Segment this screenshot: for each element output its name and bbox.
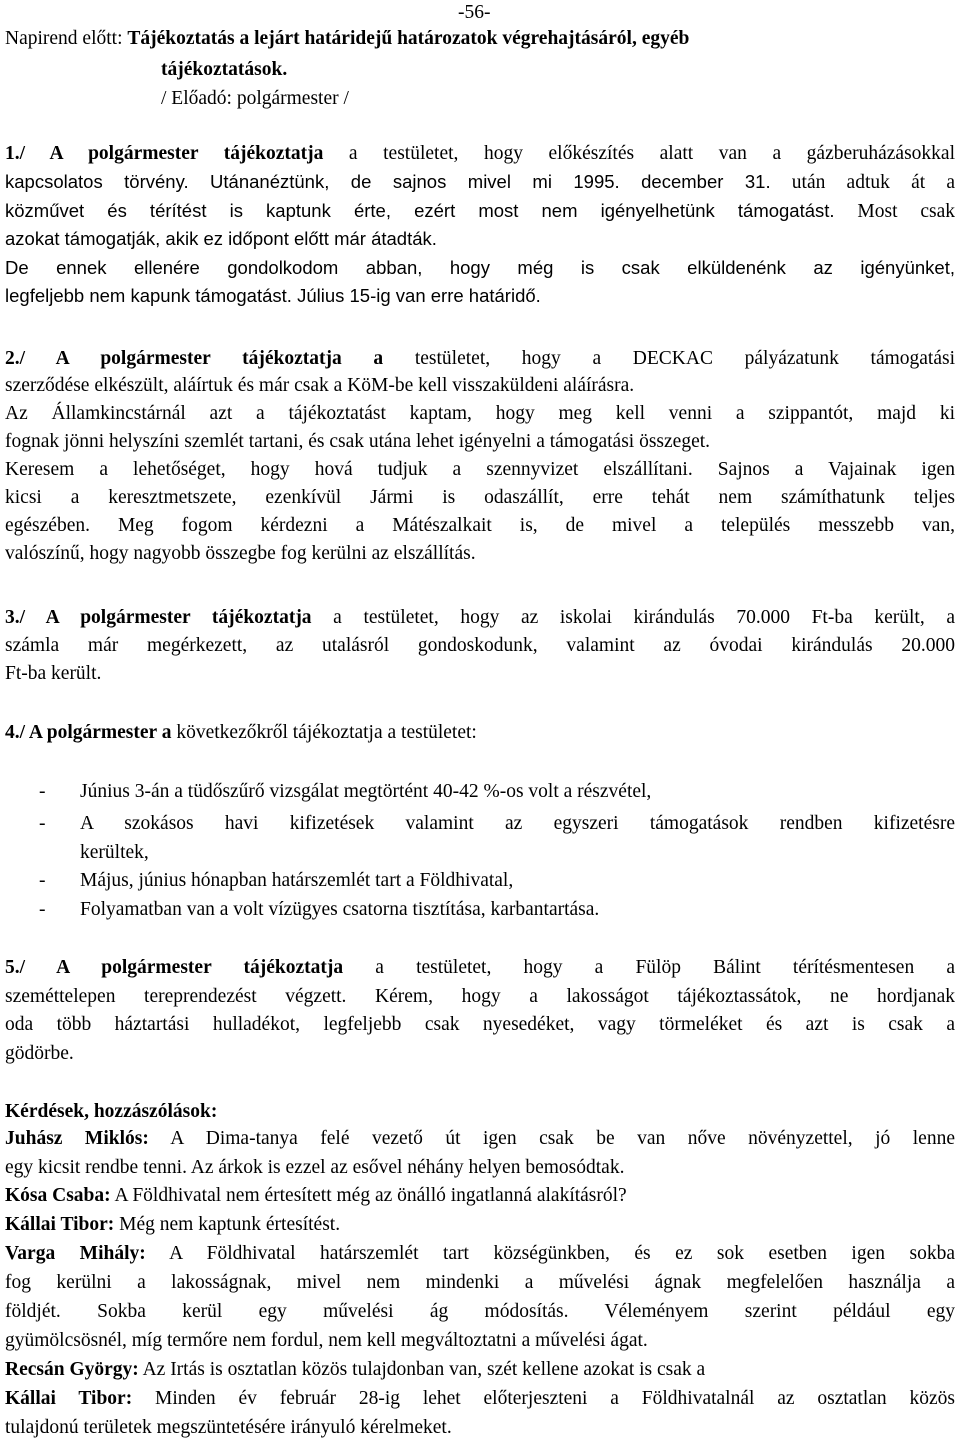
agenda-title: Tájékoztatás a lejárt határidejű határozatok végrehajtásáról, egyéb	[127, 28, 690, 49]
speaker-name: Kállai Tibor:	[5, 1214, 115, 1235]
item-4-heading: 4./ A polgármester a	[5, 722, 172, 743]
speaker-name: Kállai Tibor:	[5, 1388, 133, 1409]
item-5-line-3: oda több háztartási hulladékot, legfeljebb csak nyesedéket, vagy törmeléket és azt is csak a	[5, 1014, 955, 1035]
bullet-dash: -	[39, 899, 46, 920]
page-number: -56-	[458, 2, 491, 23]
comment-line: gyümölcsösnél, míg termőre nem fordul, nem kell megváltoztatni a művelési ágat.	[5, 1330, 648, 1351]
comment-line: egy kicsit rendbe tenni. Az árkok is ezzel az esővel néhány helyen bemosódtak.	[5, 1157, 625, 1178]
comment-line: fog kerülni a lakosságnak, mivel nem mindenki a művelési ágnak megfelelően használja a	[5, 1272, 955, 1293]
item-2-heading: 2./ A polgármester tájékoztatja a	[5, 348, 384, 369]
bullet-dash: -	[39, 781, 46, 802]
item-2-line-7: egészében. Meg fogom kérdezni a Mátészalkait is, de mivel a település messzebb van,	[5, 515, 955, 536]
item-2-line-5: Keresem a lehetőséget, hogy hová tudjuk a szennyvizet elszállítani. Sajnos a Vajainak igen	[5, 459, 955, 480]
list-item: Folyamatban van a volt vízügyes csatorna tisztítása, karbantartása.	[80, 899, 600, 920]
item-3-line-3: Ft-ba került.	[5, 663, 102, 684]
speaker-name: Juhász Miklós:	[5, 1128, 149, 1149]
item-5-line-1: 5./ A polgármester tájékoztatja a testületet, hogy a Fülöp Bálint térítésmentesen a	[5, 957, 955, 978]
item-4-line-1: 4./ A polgármester a következőkről tájékoztatja a testületet:	[5, 722, 477, 743]
item-1-line-5: De ennek ellenére gondolkodom abban, hogy még is csak elküldenénk az igényünket,	[5, 257, 955, 278]
comment-line: Kállai Tibor: Minden év február 28-ig lehet előterjeszteni a Földhivatalnál az osztatlan közös	[5, 1388, 955, 1409]
list-item-cont: kerültek,	[80, 842, 149, 863]
list-item: Május, június hónapban határszemlét tart a Földhivatal,	[80, 870, 514, 891]
comment-line: Recsán György: Az Irtás is osztatlan közös tulajdonban van, szét kellene azokat is csak a	[5, 1359, 706, 1380]
agenda-presenter: / Előadó: polgármester /	[161, 88, 349, 109]
speaker-name: Recsán György:	[5, 1359, 139, 1380]
comment-line: Kállai Tibor: Még nem kaptunk értesítést.	[5, 1214, 341, 1235]
list-item: Június 3-án a tüdőszűrő vizsgálat megtörtént 40-42 %-os volt a részvétel,	[80, 781, 652, 802]
item-1-line-3: közművet és térítést is kaptunk érte, ezért most nem igényelhetünk támogatást. Most csak	[5, 200, 955, 222]
questions-heading: Kérdések, hozzászólások:	[5, 1101, 218, 1122]
item-5-line-4: gödörbe.	[5, 1043, 74, 1064]
comment-line: Juhász Miklós: A Dima-tanya felé vezető út igen csak be van nőve növényzettel, jó lenne	[5, 1128, 955, 1149]
item-2-line-6: kicsi a keresztmetszete, ezenkívül Jármi is odaszállít, erre tehát nem számíthatunk teljes	[5, 487, 955, 508]
comment-line: Varga Mihály: A Földhivatal határszemlét tart községünkben, és ez sok esetben igen sokba	[5, 1243, 955, 1264]
comment-line: Kósa Csaba: A Földhivatal nem értesített még az önálló ingatlanná alakításról?	[5, 1185, 627, 1206]
item-2-line-2: szerződése elkészült, aláírtuk és már csak a KöM-be kell visszaküldeni aláírásra.	[5, 375, 635, 396]
item-3-line-1: 3./ A polgármester tájékoztatja a testületet, hogy az iskolai kirándulás 70.000 Ft-ba került, a	[5, 607, 955, 628]
item-1-line-1: 1./ A polgármester tájékoztatja a testületet, hogy előkészítés alatt van a gázberuházásokkal	[5, 143, 955, 164]
item-2-line-4: fognak jönni helyszíni szemlét tartani, és csak utána lehet igényelni a támogatási összeget.	[5, 431, 711, 452]
speaker-name: Varga Mihály:	[5, 1243, 146, 1264]
item-5-heading: 5./ A polgármester tájékoztatja	[5, 957, 344, 978]
item-1-line-6: legfeljebb nem kapunk támogatást. Július 15-ig van erre határidő.	[5, 285, 541, 306]
item-1-line-2: kapcsolatos törvény. Utánanéztünk, de sajnos mivel mi 1995. december 31. után adtuk át a	[5, 171, 955, 193]
item-2-line-8: valószínű, hogy nagyobb összegbe fog kerülni az elszállítás.	[5, 543, 476, 564]
list-item: A szokásos havi kifizetések valamint az egyszeri támogatások rendben kifizetésre	[80, 813, 955, 834]
item-3-heading: 3./ A polgármester tájékoztatja	[5, 607, 312, 628]
comment-line: földjét. Sokba kerül egy művelési ág módosítás. Véleményem szerint például egy	[5, 1301, 955, 1322]
speaker-name: Kósa Csaba:	[5, 1185, 111, 1206]
comment-line: tulajdonú területek megszüntetésére irányuló kérelmeket.	[5, 1417, 452, 1438]
agenda-line-1	[5, 27, 689, 51]
item-5-line-2: szeméttelepen tereprendezést végzett. Kérem, hogy a lakosságot tájékoztassátok, ne hordjanak	[5, 986, 955, 1007]
bullet-dash: -	[39, 813, 46, 834]
item-2-line-1: 2./ A polgármester tájékoztatja a testületet, hogy a DECKAC pályázatunk támogatási	[5, 348, 956, 369]
item-1-line-4: azokat támogatják, akik ez időpont előtt már átadták.	[5, 228, 437, 249]
item-3-line-2: számla már megérkezett, az utalásról gondoskodunk, valamint az óvodai kirándulás 20.000	[5, 635, 955, 656]
agenda-title-cont: tájékoztatások.	[161, 59, 288, 80]
agenda-label: Napirend előtt:	[5, 28, 123, 49]
item-1-heading: 1./ A polgármester tájékoztatja	[5, 143, 324, 164]
item-2-line-3: Az Államkincstárnál azt a tájékoztatást kaptam, hogy meg kell venni a szippantót, majd ki	[5, 403, 955, 424]
bullet-dash: -	[39, 870, 46, 891]
